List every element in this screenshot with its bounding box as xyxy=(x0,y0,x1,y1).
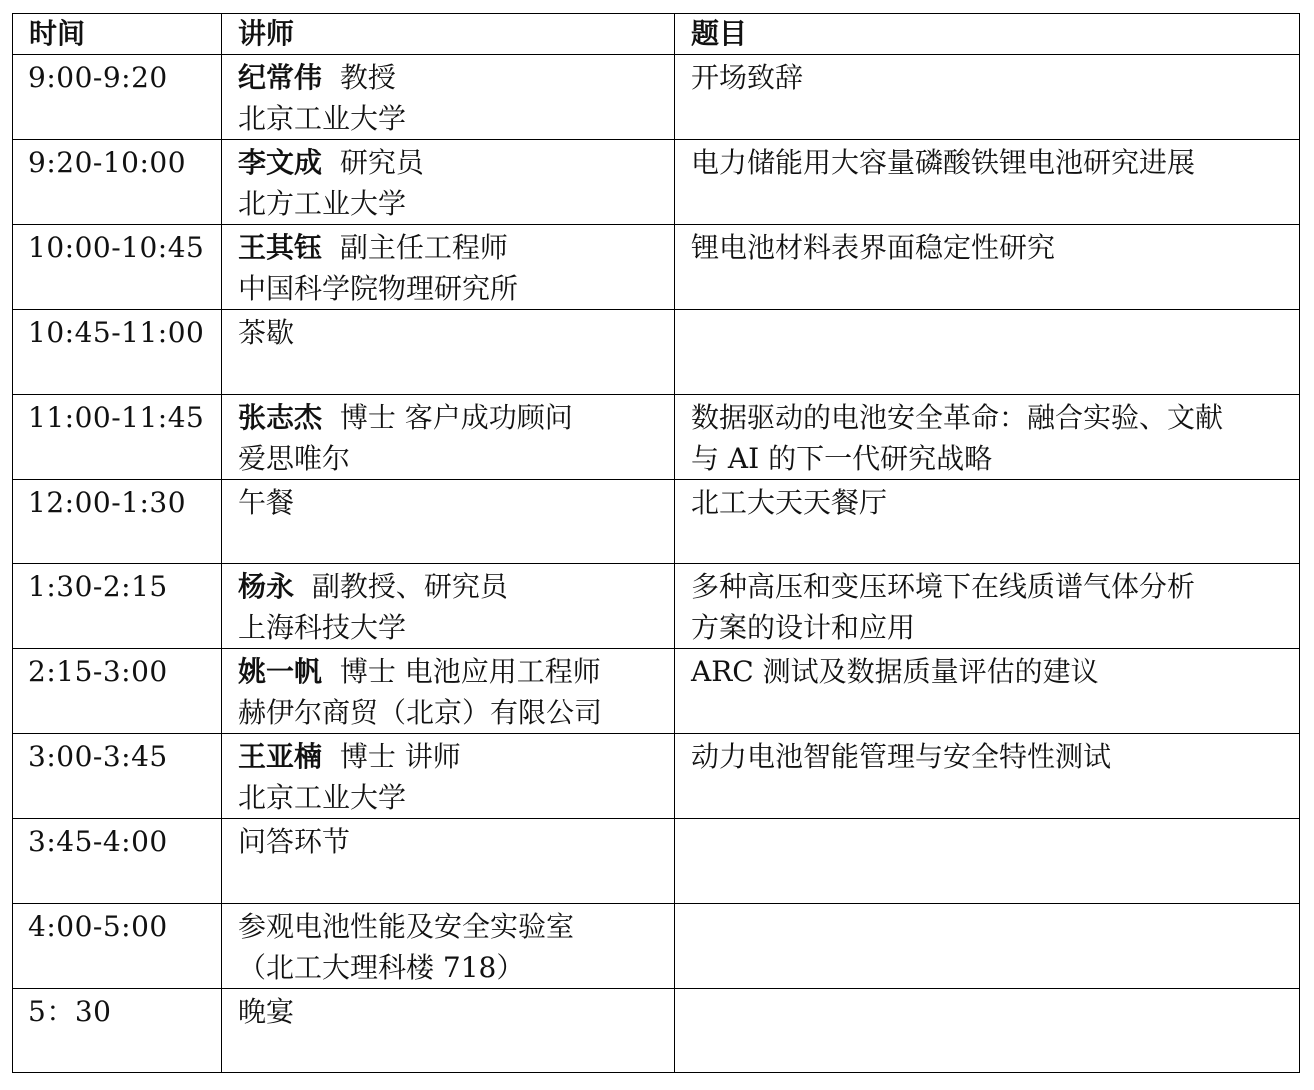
topic-cell xyxy=(675,649,1300,734)
topic-line-1: 开场致辞 xyxy=(691,61,804,94)
topic-cell xyxy=(675,564,1300,649)
table-row xyxy=(13,819,1300,904)
time-cell xyxy=(13,55,222,140)
speaker-cell xyxy=(222,734,675,819)
speaker-role: 博士 电池应用工程师 xyxy=(339,655,601,689)
topic-line-2: 方案的设计和应用 xyxy=(691,611,916,645)
topic-line-1: 多种高压和变压环境下在线质谱气体分析 xyxy=(691,570,1196,604)
table-row xyxy=(13,55,1300,140)
time-text: 9:20-10:00 xyxy=(28,146,187,179)
time-text: 11:00-11:45 xyxy=(28,400,205,434)
speaker-name: 王其钰 xyxy=(238,231,323,264)
topic-cell xyxy=(675,479,1300,564)
speaker-cell xyxy=(222,55,675,140)
speaker-cell xyxy=(222,394,675,479)
speaker-org: 赫伊尔商贸（北京）有限公司 xyxy=(238,696,603,730)
table-row xyxy=(13,310,1300,395)
speaker-role: 博士 讲师 xyxy=(339,740,461,774)
speaker-cell xyxy=(222,479,675,564)
topic-line-1: ARC 测试及数据质量评估的建议 xyxy=(691,655,1099,689)
time-cell xyxy=(13,819,222,904)
time-cell xyxy=(13,479,222,564)
speaker-cell xyxy=(222,649,675,734)
speaker-role: 研究员 xyxy=(339,146,424,179)
topic-cell xyxy=(675,819,1300,904)
speaker-role: 晚宴 xyxy=(238,994,295,1028)
speaker-org: 北方工业大学 xyxy=(238,187,407,220)
time-cell xyxy=(13,903,222,988)
time-cell xyxy=(13,564,222,649)
time-cell xyxy=(13,734,222,819)
speaker-role: 博士 客户成功顾问 xyxy=(339,400,573,434)
table-row xyxy=(13,734,1300,819)
time-text: 3:00-3:45 xyxy=(28,740,168,774)
time-text: 9:00-9:20 xyxy=(28,61,168,94)
speaker-role: 教授 xyxy=(339,61,396,94)
time-cell xyxy=(13,394,222,479)
speaker-name: 姚一帆 xyxy=(238,655,323,689)
time-text: 3:45-4:00 xyxy=(28,825,168,859)
table-row xyxy=(13,988,1300,1073)
speaker-cell xyxy=(222,140,675,225)
time-cell xyxy=(13,988,222,1073)
speaker-org: 北京工业大学 xyxy=(238,781,407,815)
speaker-role: 参观电池性能及安全实验室 xyxy=(238,909,575,943)
speaker-cell xyxy=(222,564,675,649)
topic-cell xyxy=(675,988,1300,1073)
speaker-role: 副教授、研究员 xyxy=(311,570,508,604)
time-text: 1:30-2:15 xyxy=(28,570,168,604)
table-row xyxy=(13,479,1300,564)
topic-line-1: 北工大天天餐厅 xyxy=(691,485,888,519)
time-cell xyxy=(13,140,222,225)
speaker-org: 北京工业大学 xyxy=(238,102,407,135)
time-text: 12:00-1:30 xyxy=(28,485,187,519)
time-text: 10:00-10:45 xyxy=(28,231,205,264)
time-text: 10:45-11:00 xyxy=(28,316,205,349)
speaker-org: 中国科学院物理研究所 xyxy=(238,272,519,305)
header-row xyxy=(13,14,1300,55)
speaker-cell xyxy=(222,225,675,310)
header-topic: 题目 xyxy=(675,14,1300,55)
topic-line-1: 锂电池材料表界面稳定性研究 xyxy=(691,231,1056,264)
table-row xyxy=(13,225,1300,310)
topic-line-1: 动力电池智能管理与安全特性测试 xyxy=(691,740,1112,774)
time-text: 5：30 xyxy=(28,994,112,1028)
topic-cell xyxy=(675,394,1300,479)
time-cell xyxy=(13,310,222,395)
speaker-name: 王亚楠 xyxy=(238,740,323,774)
topic-cell xyxy=(675,903,1300,988)
topic-line-1: 数据驱动的电池安全革命：融合实验、文献 xyxy=(691,400,1224,434)
speaker-role: 副主任工程师 xyxy=(339,231,508,264)
speaker-name: 李文成 xyxy=(238,146,323,179)
topic-line-1: 电力储能用大容量磷酸铁锂电池研究进展 xyxy=(691,146,1196,179)
speaker-role: 问答环节 xyxy=(238,825,351,859)
speaker-role: 茶歇 xyxy=(238,316,295,349)
speaker-name: 纪常伟 xyxy=(238,61,323,94)
table-row xyxy=(13,564,1300,649)
header-speaker: 讲师 xyxy=(222,14,675,55)
header-time: 时间 xyxy=(13,14,222,55)
table-row xyxy=(13,649,1300,734)
topic-cell xyxy=(675,140,1300,225)
time-cell xyxy=(13,649,222,734)
speaker-org: 上海科技大学 xyxy=(238,611,407,645)
speaker-cell xyxy=(222,310,675,395)
topic-line-2: 与 AI 的下一代研究战略 xyxy=(691,441,993,475)
topic-cell xyxy=(675,310,1300,395)
speaker-name: 张志杰 xyxy=(238,400,323,434)
topic-cell xyxy=(675,225,1300,310)
topic-cell xyxy=(675,55,1300,140)
time-text: 4:00-5:00 xyxy=(28,909,168,943)
speaker-cell xyxy=(222,819,675,904)
time-text: 2:15-3:00 xyxy=(28,655,168,689)
speaker-role: 午餐 xyxy=(238,485,295,519)
time-cell xyxy=(13,225,222,310)
speaker-org: （北工大理科楼 718） xyxy=(238,950,525,984)
speaker-cell xyxy=(222,988,675,1073)
table-row xyxy=(13,394,1300,479)
speaker-org: 爱思唯尔 xyxy=(238,441,351,475)
schedule-table xyxy=(12,13,1300,1073)
table-row xyxy=(13,140,1300,225)
speaker-cell xyxy=(222,903,675,988)
table-row xyxy=(13,903,1300,988)
topic-cell xyxy=(675,734,1300,819)
speaker-name: 杨永 xyxy=(238,570,295,604)
